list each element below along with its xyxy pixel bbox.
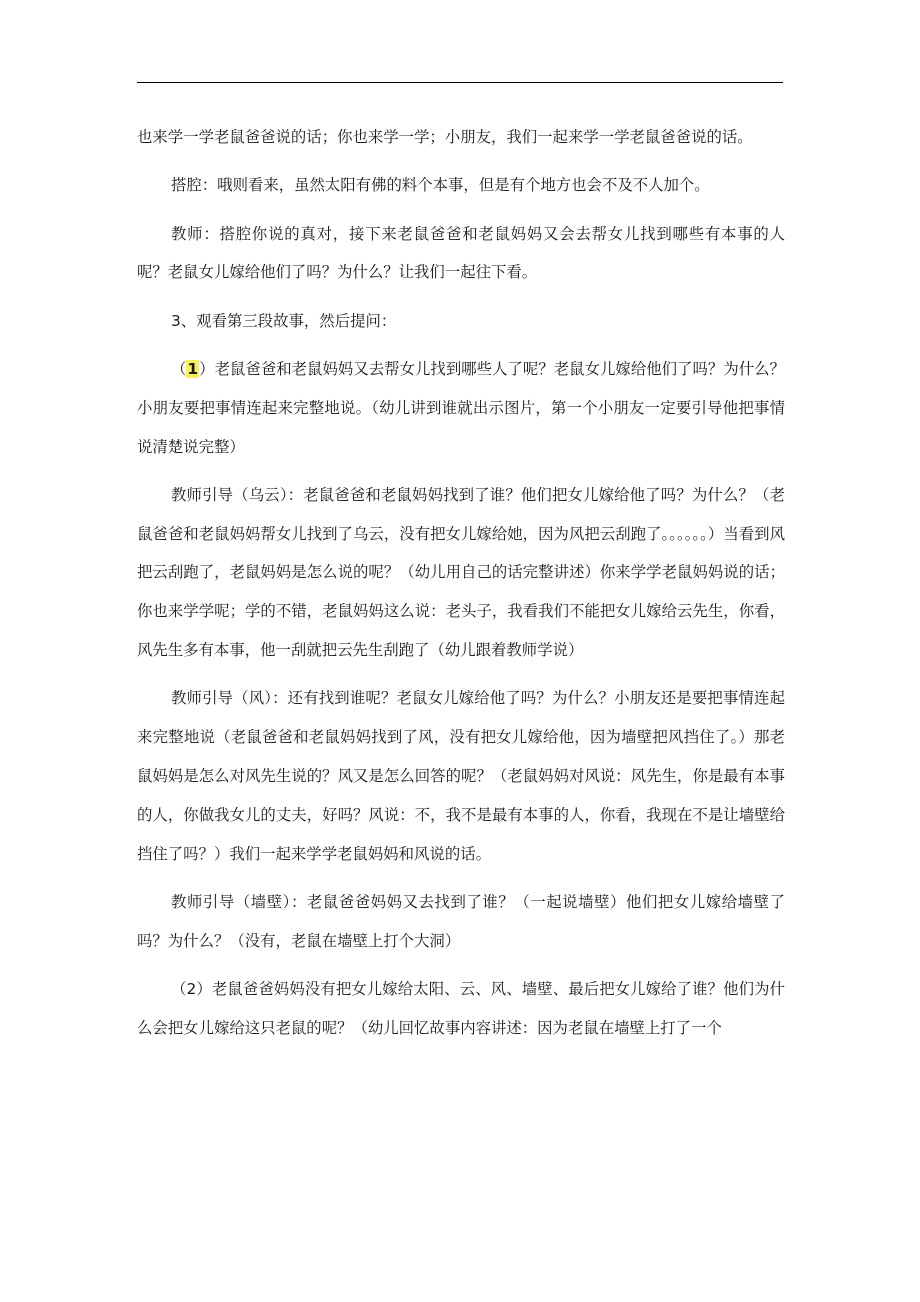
- paragraph-3: 教师：搭腔你说的真对，接下来老鼠爸爸和老鼠妈妈又会去帮女儿找到哪些有本事的人呢？老鼠女儿嫁给他们了吗？为什么？让我们一起往下看。: [137, 224, 785, 282]
- highlighted-number-marker: 1: [187, 359, 199, 378]
- paragraph-5: [137, 350, 785, 466]
- header-divider: [137, 82, 783, 83]
- paragraph-1: 也来学一学老鼠爸爸说的话；你也来学一学；小朋友，我们一起来学一学老鼠爸爸说的话。: [137, 128, 753, 146]
- paragraph-4: 3、观看第三段故事，然后提问：: [171, 311, 397, 330]
- paragraph-5-prefix: （: [171, 359, 187, 378]
- paragraph-2: 搭腔：哦则看来，虽然太阳有佛的料个本事，但是有个地方也会不及不人加个。: [171, 176, 710, 195]
- paragraph-9: （2）老鼠爸爸妈妈没有把女儿嫁给太阳、云、风、墙壁、最后把女儿嫁给了谁？他们为什么会把女儿嫁给这只老鼠的呢？（幼儿回忆故事内容讲述：因为老鼠在墙壁上打了一个: [137, 979, 785, 1037]
- paragraph-5-text: ）老鼠爸爸和老鼠妈妈又去帮女儿找到哪些人了呢？老鼠女儿嫁给他们了吗？为什么？小朋友要把事情连起来完整地说。（幼儿讲到谁就出示图片，第一个小朋友一定要引导他把事情说清楚说完整）: [137, 359, 785, 456]
- paragraph-7: 教师引导（风）：还有找到谁呢？老鼠女儿嫁给他了吗？为什么？小朋友还是要把事情连起来完整地说（老鼠爸爸和老鼠妈妈找到了风，没有把女儿嫁给他，因为墙壁把风挡住了。）那老鼠妈妈是怎么对风先生说的？风又是怎么回答的呢？（老鼠妈妈对风说：风先生，你是最有本事的人，你做我女儿的丈夫，好吗？风说：不，我不是最有本事的人，你看，我现在不是让墙壁给挡住了吗？）我们一起来学学老鼠妈妈和风说的话。: [137, 689, 785, 863]
- document-body: [137, 118, 785, 1057]
- paragraph-6: 教师引导（乌云）：老鼠爸爸和老鼠妈妈找到了谁？他们把女儿嫁给他了吗？为什么？（老鼠爸爸和老鼠妈妈帮女儿找到了乌云，没有把女儿嫁给她，因为风把云刮跑了。。。。。。）当看到风把云刮跑了，老鼠妈妈是怎么说的呢？（幼儿用自己的话完整讲述）你来学学老鼠妈妈说的话；你也来学学呢；学的不错，老鼠妈妈这么说：老头子，我看我们不能把女儿嫁给云先生，你看，风先生多有本事，他一刮就把云先生刮跑了（幼儿跟着教师学说）: [137, 485, 785, 660]
- paragraph-8: 教师引导（墙壁）：老鼠爸爸妈妈又去找到了谁？（一起说墙壁）他们把女儿嫁给墙壁了吗？为什么？（没有，老鼠在墙壁上打个大洞）: [137, 892, 785, 950]
